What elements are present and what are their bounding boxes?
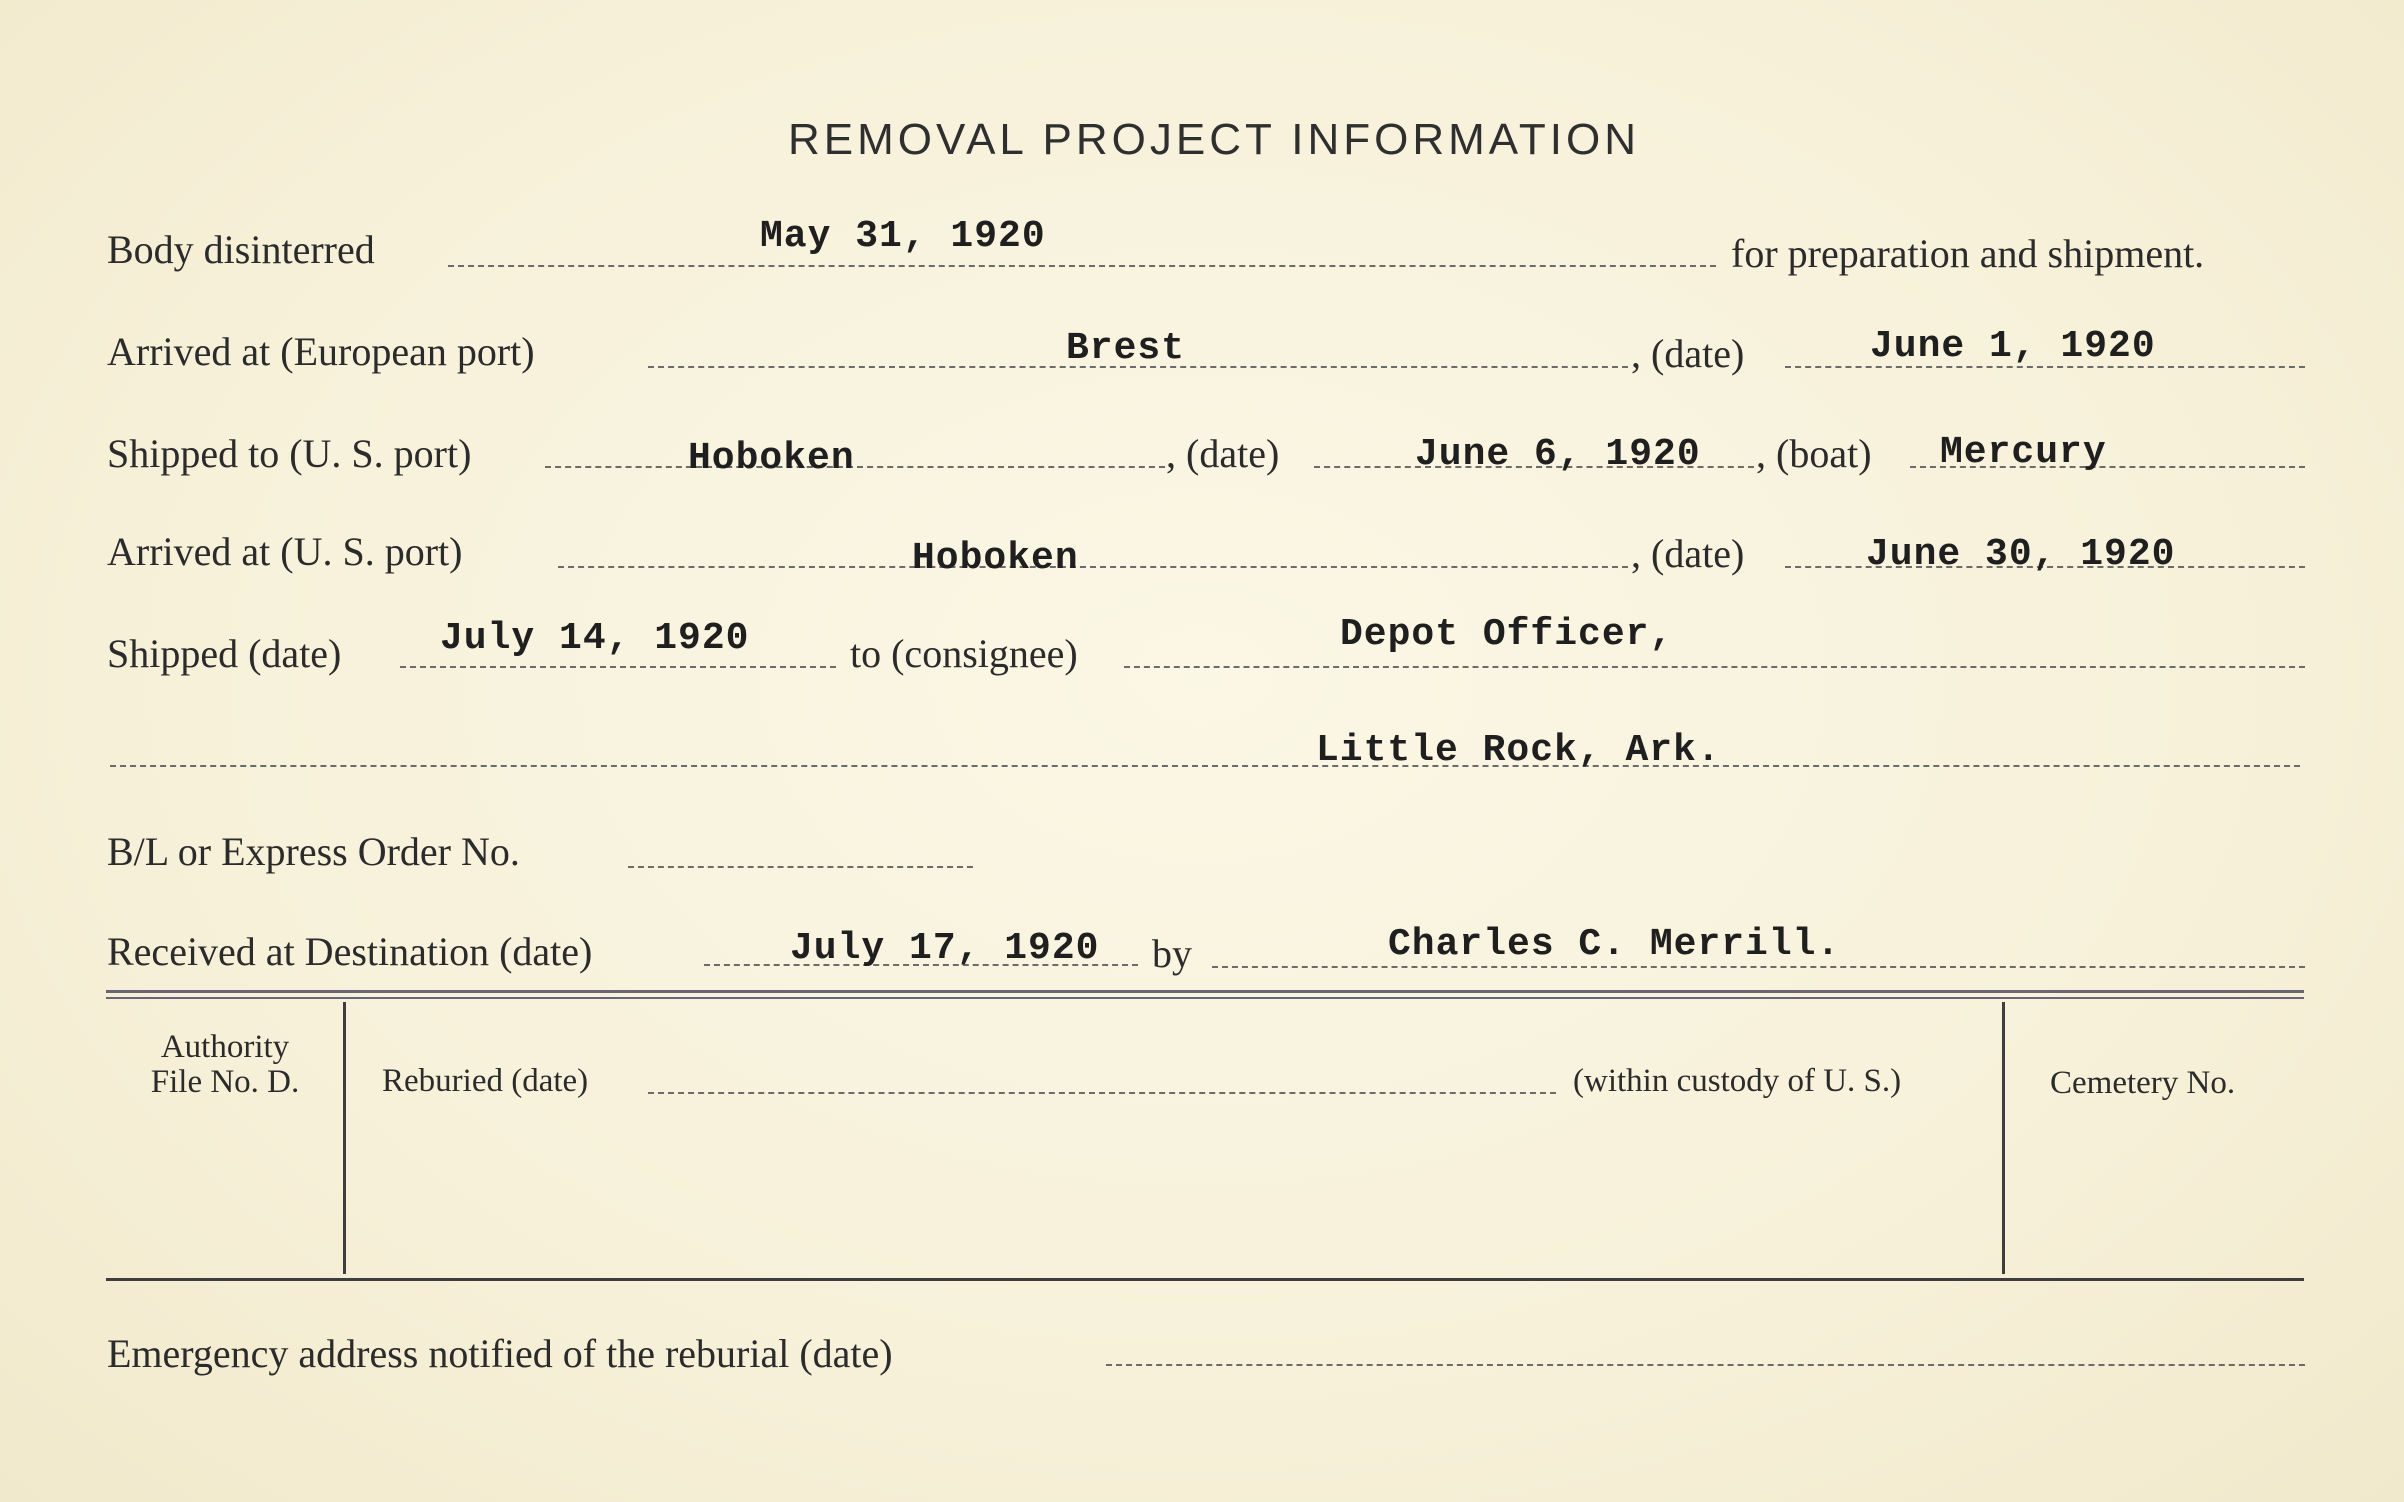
box-right-divider (2002, 1002, 2005, 1274)
shipped-to-us-port-value: Hoboken (688, 437, 855, 480)
shipped-to-us-port-date-label: , (date) (1166, 431, 1280, 476)
shipped-to-us-port-boat-label: , (boat) (1756, 431, 1872, 476)
shipped-to-us-port-line (545, 466, 1165, 468)
received-by-label: by (1152, 931, 1192, 976)
box-top-rule-2 (106, 997, 2304, 999)
shipped-date-label: Shipped (date) (107, 631, 342, 676)
consignee-continuation-line (110, 765, 2300, 767)
body-disinterred-line (448, 265, 1716, 267)
box-left-divider (343, 1002, 346, 1274)
received-by-value: Charles C. Merrill. (1388, 923, 1841, 966)
arrived-us-port-value: Hoboken (912, 537, 1079, 580)
received-by-line (1212, 966, 2305, 968)
shipped-to-us-port-label: Shipped to (U. S. port) (107, 431, 472, 476)
received-destination-label: Received at Destination (date) (107, 929, 593, 974)
emergency-address-label: Emergency address notified of the reburial (date) (107, 1331, 893, 1376)
arrived-us-port-line (558, 566, 1628, 568)
consignee-value-line2: Little Rock, Ark. (1316, 729, 1721, 772)
consignee-value-line1: Depot Officer, (1340, 613, 1674, 656)
shipped-to-us-port-date-value: June 6, 1920 (1415, 433, 1701, 476)
consignee-label: to (consignee) (850, 631, 1078, 676)
european-port-date-value: June 1, 1920 (1870, 325, 2156, 368)
bl-express-order-label: B/L or Express Order No. (107, 829, 520, 874)
box-top-rule (106, 990, 2304, 993)
body-disinterred-suffix: for preparation and shipment. (1731, 231, 2205, 276)
authority-label-line2: File No. D. (150, 1063, 300, 1100)
bl-express-order-line (628, 866, 973, 868)
emergency-address-line (1106, 1364, 2305, 1366)
arrived-us-port-label: Arrived at (U. S. port) (107, 529, 463, 574)
arrived-us-port-date-value: June 30, 1920 (1866, 533, 2176, 576)
shipped-date-line (400, 666, 836, 668)
reburied-date-label: Reburied (date) (382, 1063, 589, 1099)
authority-label-line1: Authority (160, 1029, 290, 1065)
shipped-date-value: July 14, 1920 (440, 617, 750, 660)
body-disinterred-value: May 31, 1920 (760, 215, 1046, 258)
european-port-label: Arrived at (European port) (107, 329, 535, 374)
received-destination-date-value: July 17, 1920 (790, 927, 1100, 970)
consignee-line (1124, 666, 2305, 668)
form-title: REMOVAL PROJECT INFORMATION (788, 115, 1640, 164)
shipped-to-us-port-boat-value: Mercury (1940, 431, 2107, 474)
box-bottom-rule (106, 1278, 2304, 1281)
arrived-us-port-date-label: , (date) (1631, 531, 1745, 576)
reburied-date-line (648, 1092, 1556, 1094)
european-port-date-label: , (date) (1631, 331, 1745, 376)
european-port-value: Brest (1066, 327, 1186, 370)
within-custody-label: (within custody of U. S.) (1573, 1063, 1902, 1099)
cemetery-no-label: Cemetery No. (2050, 1065, 2236, 1101)
authority-file-label (110, 1030, 340, 1099)
body-disinterred-label: Body disinterred (107, 227, 375, 272)
